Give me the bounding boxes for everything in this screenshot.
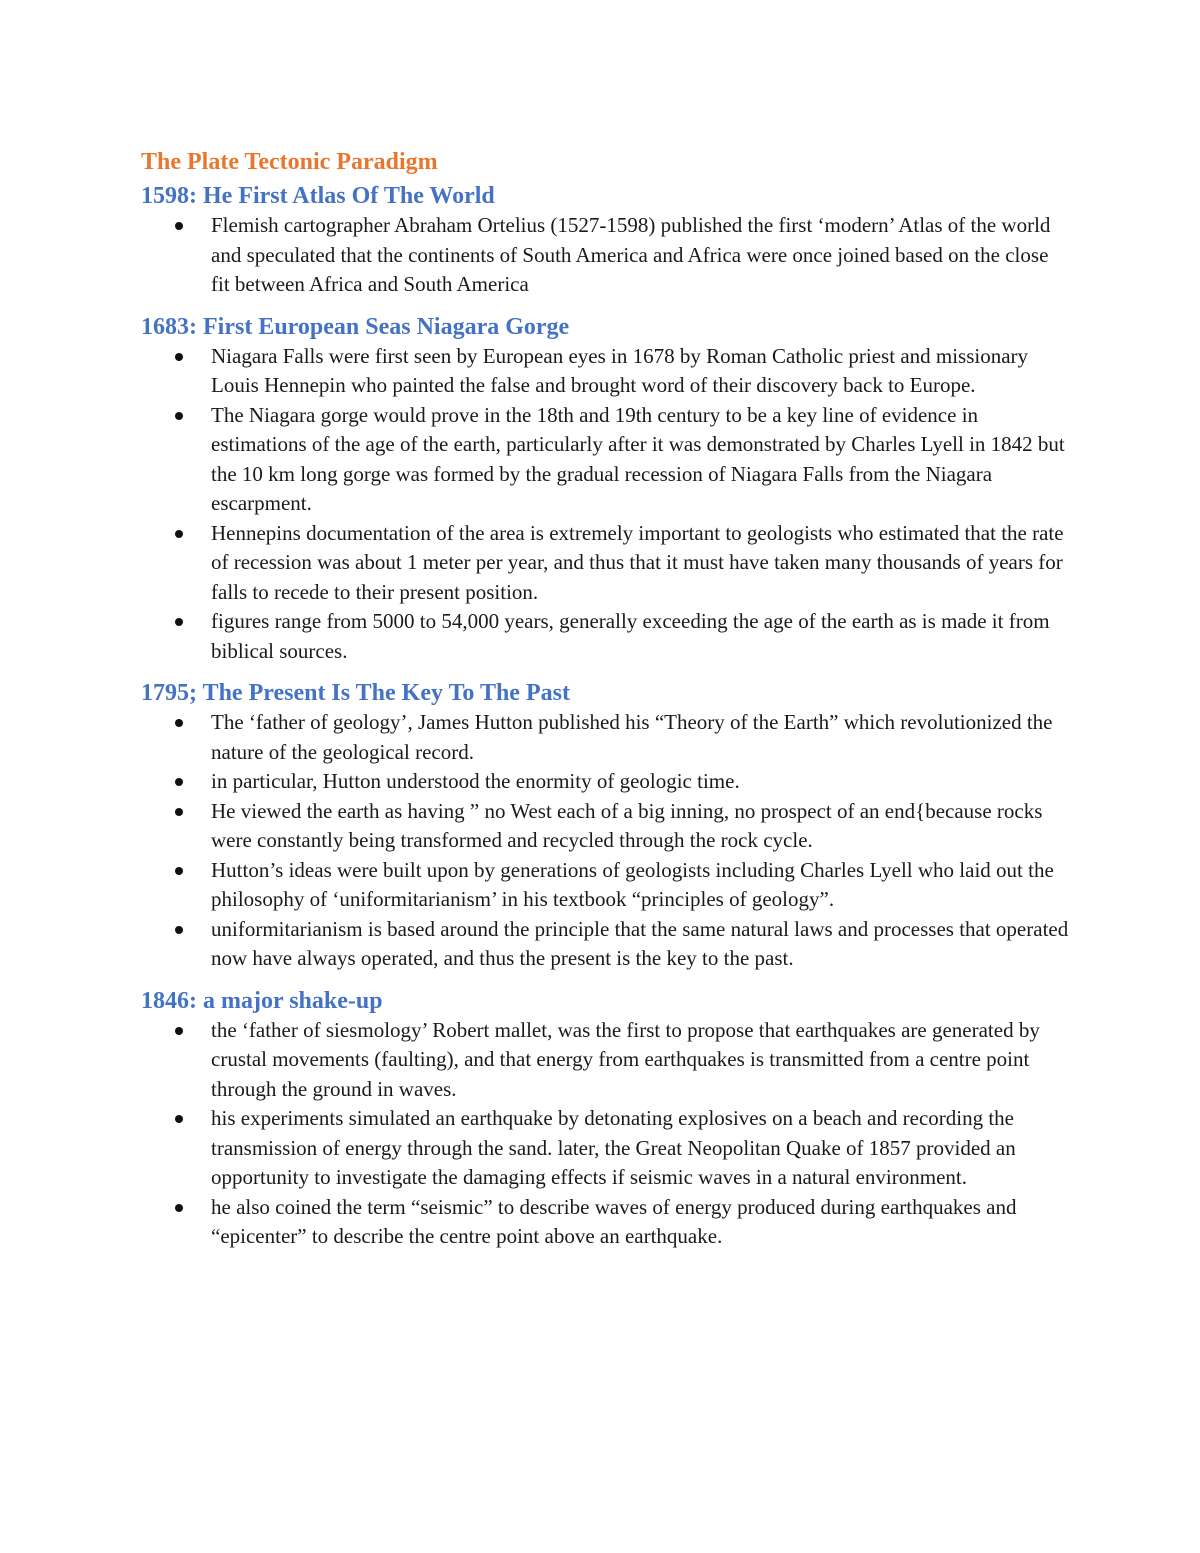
bullet-icon xyxy=(175,719,183,727)
list-item xyxy=(141,915,1071,974)
section-heading: 1683: First European Seas Niagara Gorge xyxy=(141,313,570,340)
section xyxy=(141,181,1071,300)
bullet-list xyxy=(141,211,1071,300)
section-heading: 1598: He First Atlas Of The World xyxy=(141,183,495,209)
bullet-icon xyxy=(175,353,183,361)
list-item xyxy=(141,401,1071,519)
bullet-icon xyxy=(175,222,183,230)
bullet-icon xyxy=(175,1204,183,1212)
bullet-icon xyxy=(175,867,183,875)
bullet-icon xyxy=(175,412,183,420)
list-item xyxy=(141,342,1071,401)
list-item xyxy=(141,519,1071,608)
section xyxy=(141,312,1071,667)
list-item xyxy=(141,211,1071,300)
bullet-icon xyxy=(175,926,183,934)
list-item-text: Hennepins documentation of the area is extremely important to geologists who estimated that the rate of recession was about 1 meter per year, and thus that it must have taken many thousands of years for falls to recede to their present position. xyxy=(211,520,1064,604)
document-body xyxy=(141,181,1071,1252)
bullet-icon xyxy=(175,808,183,816)
list-item-text: the ‘father of siesmology’ Robert mallet, was the first to propose that earthquakes are generated by crustal movements (faulting), and that energy from earthquakes is transmitted from a centre point through the ground in waves. xyxy=(211,1017,1040,1101)
list-item-text: uniformitarianism is based around the principle that the same natural laws and processes that operated now have always operated, and thus the present is the key to the past. xyxy=(211,916,1069,970)
bullet-icon xyxy=(175,778,183,786)
list-item xyxy=(141,1104,1071,1193)
list-item-text: figures range from 5000 to 54,000 years, generally exceeding the age of the earth as is made it from biblical sources. xyxy=(211,609,1050,663)
list-item xyxy=(141,767,1071,797)
bullet-icon xyxy=(175,618,183,626)
list-item xyxy=(141,1016,1071,1105)
list-item-text: The ‘father of geology’, James Hutton published his “Theory of the Earth” which revolutionized the nature of the geological record. xyxy=(211,710,1053,764)
list-item xyxy=(141,856,1071,915)
section xyxy=(141,678,1071,974)
list-item xyxy=(141,1193,1071,1252)
bullet-list xyxy=(141,1016,1071,1252)
section-heading: 1795; The Present Is The Key To The Past xyxy=(141,680,570,706)
bullet-icon xyxy=(175,1027,183,1035)
bullet-list xyxy=(141,342,1071,667)
list-item xyxy=(141,607,1071,666)
section-heading: 1846: a major shake-up xyxy=(141,987,383,1014)
list-item-text: Hutton’s ideas were built upon by generations of geologists including Charles Lyell who laid out the philosophy of ‘uniformitarianism’ in his textbook “principles of geology”. xyxy=(211,857,1054,911)
list-item-text: Flemish cartographer Abraham Ortelius (1527-1598) published the first ‘modern’ Atlas of the world and speculated that the continents of South America and Africa were once joined based on the close fit between Africa and South America xyxy=(211,213,1051,296)
list-item-text: his experiments simulated an earthquake by detonating explosives on a beach and recording the transmission of energy through the sand. later, the Great Neopolitan Quake of 1857 provided an opportunity to investigate the damaging effects if seismic waves in a natural environment. xyxy=(211,1106,1016,1189)
section xyxy=(141,986,1071,1252)
list-item-text: in particular, Hutton understood the enormity of geologic time. xyxy=(211,769,740,793)
bullet-icon xyxy=(175,1115,183,1123)
bullet-list xyxy=(141,708,1071,974)
bullet-icon xyxy=(175,530,183,538)
list-item xyxy=(141,708,1071,767)
list-item-text: The Niagara gorge would prove in the 18th and 19th century to be a key line of evidence in estimations of the age of the earth, particularly after it was demonstrated by Charles Lyell in 1842 but the 10 km long gorge was formed by the gradual recession of Niagara Falls from the Niagara escarpment. xyxy=(211,402,1065,515)
document-page xyxy=(141,146,1071,1264)
list-item-text: He viewed the earth as having ” no West each of a big inning, no prospect of an end{because rocks were constantly being transformed and recycled through the rock cycle. xyxy=(211,798,1043,852)
list-item-text: he also coined the term “seismic” to describe waves of energy produced during earthquakes and “epicenter” to describe the centre point above an earthquake. xyxy=(211,1194,1017,1248)
list-item-text: Niagara Falls were first seen by European eyes in 1678 by Roman Catholic priest and missionary Louis Hennepin who painted the false and brought word of their discovery back to Europe. xyxy=(211,343,1029,397)
document-title: The Plate Tectonic Paradigm xyxy=(141,149,438,175)
list-item xyxy=(141,797,1071,856)
